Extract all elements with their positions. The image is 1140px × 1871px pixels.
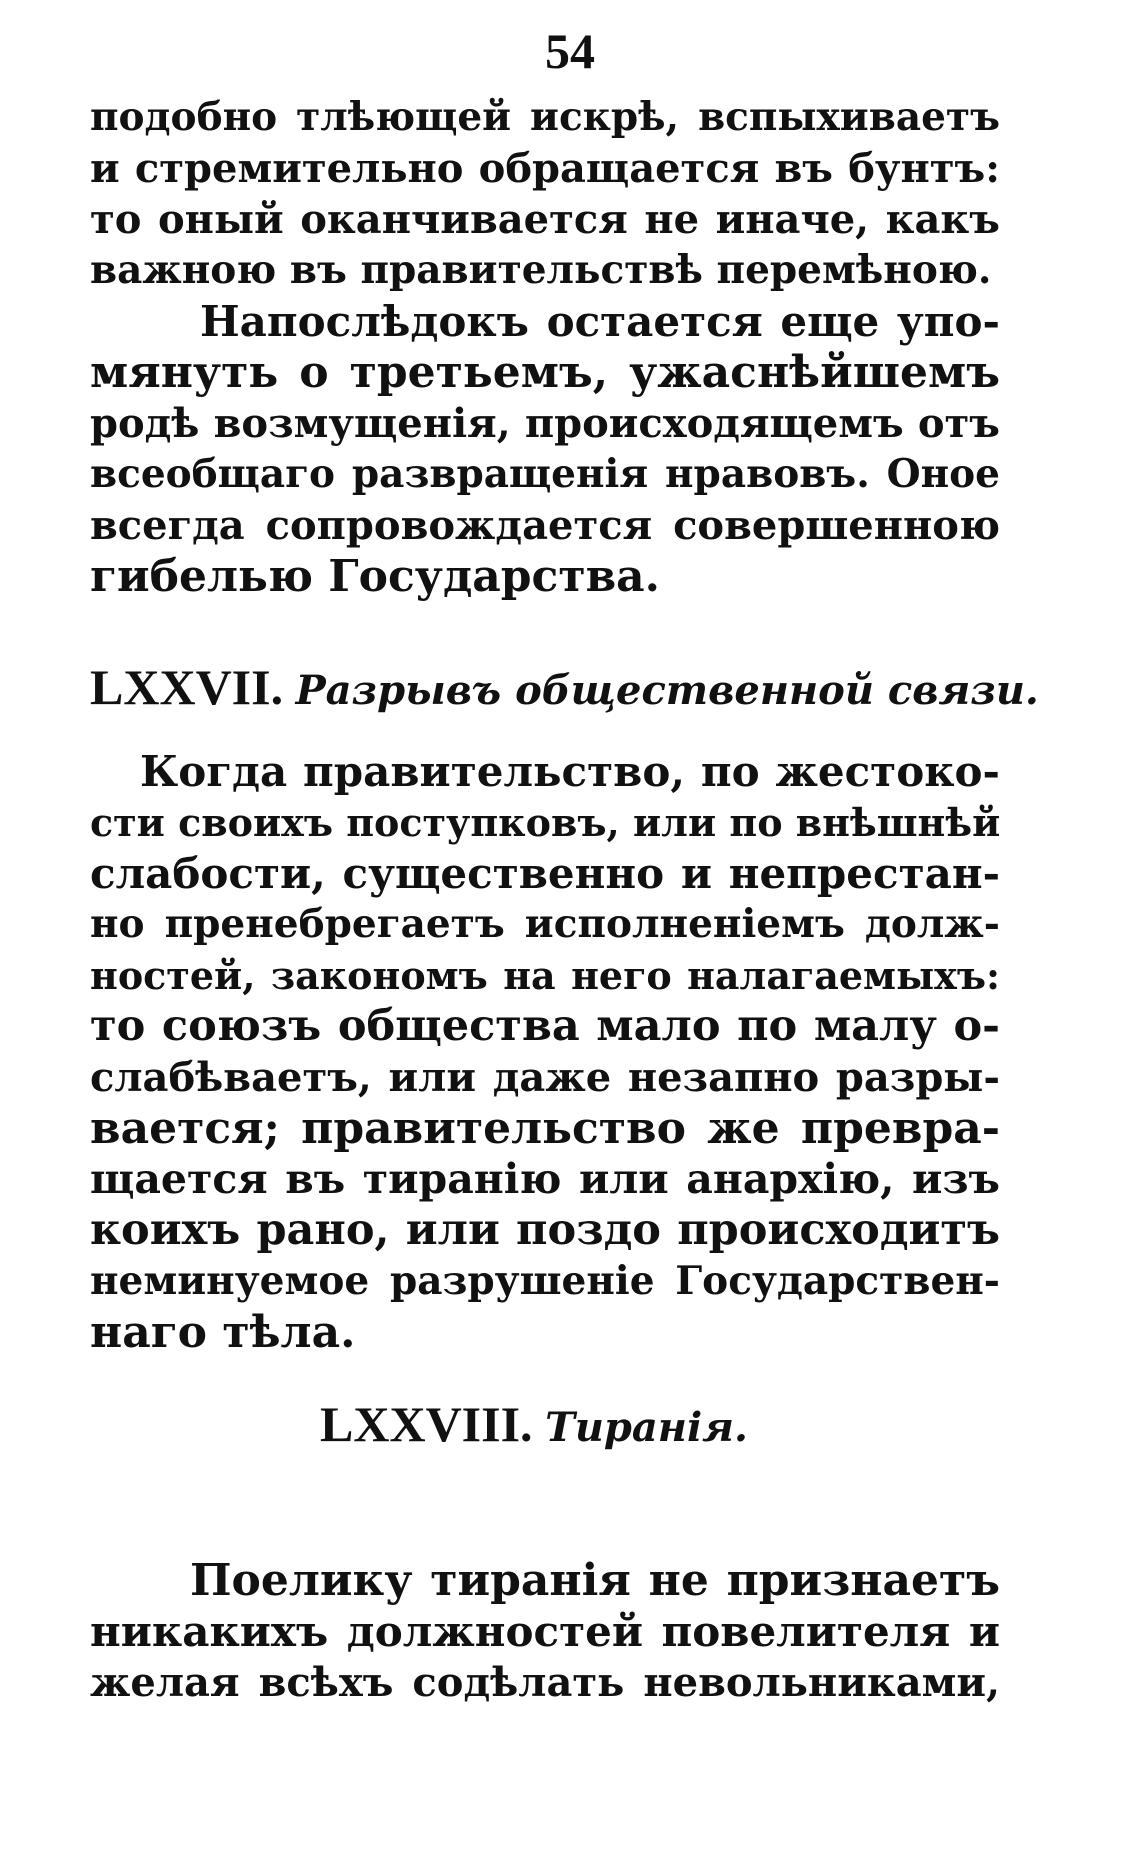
text-line: Напослѣдокъ остается еще упо-	[200, 297, 1000, 346]
text-line: никакихъ должностей повелителя и	[90, 1607, 1000, 1656]
text-line: слабѣваетъ, или даже незапно разры-	[90, 1054, 1000, 1101]
section-number: LXXVII.	[90, 659, 284, 715]
paragraph-continued	[90, 92, 1000, 602]
paragraph-lxxviii	[90, 1555, 1000, 1708]
text-line: родѣ возмущенія, происходящемъ отъ	[90, 400, 1000, 447]
text-line: сти своихъ поступковъ, или по внѣшнѣй	[90, 800, 1001, 845]
text-line: желая всѣхъ содѣлать невольниками,	[90, 1659, 1000, 1706]
text-line: то оный оканчивается не иначе, какъ	[90, 196, 1000, 243]
section-title: Разрывъ общественной связи.	[295, 667, 1039, 714]
text-line: гибелью Государства.	[90, 551, 661, 602]
text-line: подобно тлѣющей искрѣ, вспыхиваетъ	[90, 94, 1000, 140]
text-line: важною въ правительствѣ перемѣною.	[90, 247, 992, 293]
text-line: коихъ рано, или поздо происходитъ	[90, 1205, 1000, 1255]
text-line: слабости, существенно и непрестан-	[90, 849, 1000, 898]
text-line: мянуть о третьемъ, ужаснѣйшемъ	[90, 347, 1000, 398]
page-number: 54	[545, 23, 595, 79]
text-line: всеобщаго развращенія нравовъ. Оное	[90, 451, 1000, 497]
text-line: щается въ тиранію или анархію, изъ	[90, 1155, 1000, 1203]
section-heading-lxxvii	[90, 658, 1039, 716]
section-number: LXXVIII.	[320, 1396, 533, 1452]
section-title: Тиранія.	[545, 1404, 748, 1451]
text-line: Поелику тиранія не признаетъ	[190, 1555, 1000, 1606]
paragraph-lxxvii	[90, 746, 1000, 1358]
section-heading-lxxviii	[320, 1395, 748, 1453]
text-line: ностей, закономъ на него налагаемыхъ:	[90, 953, 1000, 998]
text-line: то союзъ общества мало по малу о-	[90, 1001, 1000, 1051]
text-line: и стремительно обращается въ бунтъ:	[90, 145, 1000, 192]
text-line: наго тѣла.	[90, 1307, 356, 1358]
text-line: вается; правительство же превра-	[90, 1103, 1000, 1154]
text-line: неминуемое разрушеніе Государствен-	[90, 1258, 1000, 1304]
text-line: всегда сопровождается совершенною	[90, 502, 1000, 549]
text-line: Когда правительство, по жестоко-	[140, 747, 1000, 796]
text-line: но пренебрегаетъ исполненіемъ долж-	[90, 901, 1000, 947]
